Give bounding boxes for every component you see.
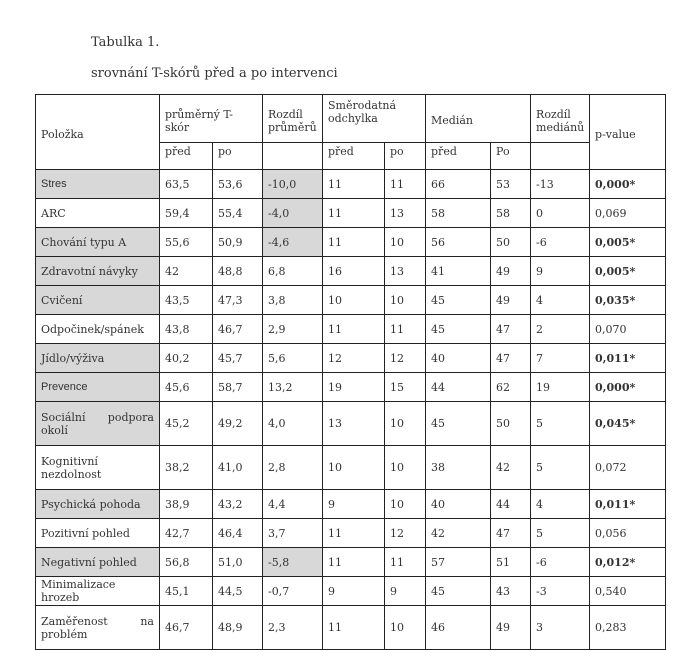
cell-mean-diff: 3,8 — [263, 286, 323, 315]
cell-mean-diff: 3,7 — [263, 519, 323, 548]
table-row — [36, 315, 666, 344]
cell-item: Pozitivní pohled — [36, 519, 160, 548]
cell-median-pred: 45 — [426, 402, 491, 446]
header-polozka: Položka — [36, 95, 160, 170]
cell-mean-diff: 5,6 — [263, 344, 323, 373]
cell-sd-po: 10 — [385, 490, 426, 519]
cell-sd-pred: 9 — [323, 577, 385, 606]
cell-mean-diff: 4,4 — [263, 490, 323, 519]
header-smerodatna-odchylka: Směrodatná odchylka — [323, 95, 426, 143]
cell-sd-pred: 13 — [323, 402, 385, 446]
cell-median-pred: 44 — [426, 373, 491, 402]
cell-median-diff: 5 — [531, 402, 590, 446]
table-row — [36, 228, 666, 257]
table-row — [36, 373, 666, 402]
cell-sd-pred: 19 — [323, 373, 385, 402]
cell-mean-po: 50,9 — [213, 228, 263, 257]
cell-mean-pred: 45,1 — [160, 577, 213, 606]
cell-item: Kognitivní nezdolnost — [36, 446, 160, 490]
cell-mean-pred: 46,7 — [160, 606, 213, 650]
cell-mean-diff: 2,9 — [263, 315, 323, 344]
cell-mean-po: 49,2 — [213, 402, 263, 446]
cell-mean-diff: 2,3 — [263, 606, 323, 650]
cell-median-po: 44 — [491, 490, 531, 519]
cell-median-diff: 2 — [531, 315, 590, 344]
header-prumerny-t-skor: průměrný T-skór — [160, 95, 263, 143]
cell-median-po: 49 — [491, 286, 531, 315]
cell-item: Cvičení — [36, 286, 160, 315]
cell-median-pred: 42 — [426, 519, 491, 548]
cell-mean-po: 58,7 — [213, 373, 263, 402]
header-rozdil-medianu: Rozdíl mediánů — [531, 95, 590, 143]
table-body — [36, 170, 666, 650]
cell-mean-pred: 45,2 — [160, 402, 213, 446]
cell-mean-po: 55,4 — [213, 199, 263, 228]
cell-median-diff: 0 — [531, 199, 590, 228]
cell-sd-pred: 9 — [323, 490, 385, 519]
cell-p-value: 0,069 — [590, 199, 666, 228]
cell-sd-pred: 11 — [323, 199, 385, 228]
cell-sd-po: 13 — [385, 257, 426, 286]
cell-median-diff: 19 — [531, 373, 590, 402]
table-row — [36, 344, 666, 373]
cell-mean-pred: 42,7 — [160, 519, 213, 548]
cell-p-value: 0,005* — [590, 257, 666, 286]
cell-item: Stres — [36, 170, 160, 199]
cell-mean-pred: 42 — [160, 257, 213, 286]
cell-median-po: 47 — [491, 519, 531, 548]
cell-sd-po: 15 — [385, 373, 426, 402]
cell-item: Prevence — [36, 373, 160, 402]
cell-sd-pred: 10 — [323, 446, 385, 490]
cell-mean-po: 47,3 — [213, 286, 263, 315]
cell-sd-pred: 11 — [323, 606, 385, 650]
cell-sd-po: 9 — [385, 577, 426, 606]
header-row — [36, 95, 666, 143]
cell-p-value: 0,035* — [590, 286, 666, 315]
cell-p-value: 0,072 — [590, 446, 666, 490]
cell-median-po: 49 — [491, 257, 531, 286]
cell-mean-diff: 2,8 — [263, 446, 323, 490]
results-table — [35, 94, 666, 650]
table-row — [36, 402, 666, 446]
subheader-sd-pred: před — [323, 143, 385, 170]
cell-median-pred: 40 — [426, 344, 491, 373]
cell-median-pred: 38 — [426, 446, 491, 490]
cell-median-diff: 7 — [531, 344, 590, 373]
cell-p-value: 0,540 — [590, 577, 666, 606]
cell-mean-po: 48,9 — [213, 606, 263, 650]
cell-median-pred: 56 — [426, 228, 491, 257]
cell-sd-pred: 10 — [323, 286, 385, 315]
cell-mean-diff: 4,0 — [263, 402, 323, 446]
cell-sd-pred: 11 — [323, 315, 385, 344]
subheader-sd-po: po — [385, 143, 426, 170]
table-row — [36, 170, 666, 199]
cell-sd-po: 11 — [385, 548, 426, 577]
table-row — [36, 446, 666, 490]
cell-median-pred: 46 — [426, 606, 491, 650]
cell-mean-po: 48,8 — [213, 257, 263, 286]
cell-p-value: 0,011* — [590, 344, 666, 373]
cell-p-value: 0,000* — [590, 373, 666, 402]
subheader-empty — [263, 143, 323, 170]
cell-p-value: 0,283 — [590, 606, 666, 650]
cell-sd-po: 11 — [385, 170, 426, 199]
table-row — [36, 286, 666, 315]
header-p-value: p-value — [590, 95, 666, 170]
table-row — [36, 519, 666, 548]
cell-mean-diff: 6,8 — [263, 257, 323, 286]
cell-median-po: 47 — [491, 344, 531, 373]
cell-median-po: 47 — [491, 315, 531, 344]
cell-median-pred: 66 — [426, 170, 491, 199]
cell-p-value: 0,056 — [590, 519, 666, 548]
cell-median-po: 43 — [491, 577, 531, 606]
cell-mean-diff: -4,6 — [263, 228, 323, 257]
cell-mean-pred: 63,5 — [160, 170, 213, 199]
cell-median-po: 53 — [491, 170, 531, 199]
cell-median-po: 50 — [491, 228, 531, 257]
cell-mean-pred: 59,4 — [160, 199, 213, 228]
cell-p-value: 0,005* — [590, 228, 666, 257]
cell-median-pred: 58 — [426, 199, 491, 228]
cell-sd-pred: 12 — [323, 344, 385, 373]
cell-median-diff: -13 — [531, 170, 590, 199]
subheader-med-po: Po — [491, 143, 531, 170]
cell-p-value: 0,070 — [590, 315, 666, 344]
cell-sd-po: 10 — [385, 286, 426, 315]
cell-median-pred: 40 — [426, 490, 491, 519]
table-row — [36, 548, 666, 577]
cell-p-value: 0,000* — [590, 170, 666, 199]
cell-sd-po: 10 — [385, 402, 426, 446]
header-rozdil-prumeru: Rozdíl průměrů — [263, 95, 323, 143]
cell-mean-po: 43,2 — [213, 490, 263, 519]
cell-mean-pred: 43,5 — [160, 286, 213, 315]
cell-median-po: 49 — [491, 606, 531, 650]
cell-mean-po: 41,0 — [213, 446, 263, 490]
cell-median-pred: 45 — [426, 577, 491, 606]
header-median: Medián — [426, 95, 531, 143]
cell-median-diff: 3 — [531, 606, 590, 650]
cell-item: Negativní pohled — [36, 548, 160, 577]
cell-sd-po: 12 — [385, 519, 426, 548]
cell-mean-po: 44,5 — [213, 577, 263, 606]
cell-median-diff: 5 — [531, 446, 590, 490]
cell-mean-po: 45,7 — [213, 344, 263, 373]
cell-sd-pred: 11 — [323, 548, 385, 577]
subheader-prum-pred: před — [160, 143, 213, 170]
cell-mean-pred: 38,2 — [160, 446, 213, 490]
cell-item: Odpočinek/spánek — [36, 315, 160, 344]
cell-mean-diff: -10,0 — [263, 170, 323, 199]
cell-median-diff: 5 — [531, 519, 590, 548]
cell-item: Zdravotní návyky — [36, 257, 160, 286]
cell-median-po: 50 — [491, 402, 531, 446]
subheader-med-pred: před — [426, 143, 491, 170]
cell-sd-pred: 11 — [323, 519, 385, 548]
table-row — [36, 257, 666, 286]
cell-mean-diff: -5,8 — [263, 548, 323, 577]
cell-item: Minimalizace hrozeb — [36, 577, 160, 606]
cell-mean-pred: 55,6 — [160, 228, 213, 257]
cell-item: Psychická pohoda — [36, 490, 160, 519]
cell-median-po: 58 — [491, 199, 531, 228]
cell-median-diff: -6 — [531, 228, 590, 257]
cell-median-diff: -3 — [531, 577, 590, 606]
cell-sd-po: 10 — [385, 228, 426, 257]
table-caption-title: Tabulka 1. — [91, 35, 160, 50]
cell-mean-po: 46,4 — [213, 519, 263, 548]
cell-sd-po: 12 — [385, 344, 426, 373]
subheader-prum-po: po — [213, 143, 263, 170]
cell-mean-pred: 40,2 — [160, 344, 213, 373]
cell-mean-diff: -0,7 — [263, 577, 323, 606]
subheader-empty — [531, 143, 590, 170]
cell-mean-pred: 38,9 — [160, 490, 213, 519]
cell-sd-po: 11 — [385, 315, 426, 344]
cell-mean-pred: 56,8 — [160, 548, 213, 577]
cell-item: Chování typu A — [36, 228, 160, 257]
cell-median-diff: -6 — [531, 548, 590, 577]
cell-median-pred: 41 — [426, 257, 491, 286]
cell-median-po: 42 — [491, 446, 531, 490]
cell-median-diff: 9 — [531, 257, 590, 286]
cell-mean-diff: -4,0 — [263, 199, 323, 228]
cell-p-value: 0,011* — [590, 490, 666, 519]
table-row — [36, 199, 666, 228]
cell-sd-po: 10 — [385, 446, 426, 490]
table-caption-subtitle: srovnání T-skórů před a po intervenci — [91, 66, 338, 81]
cell-sd-pred: 16 — [323, 257, 385, 286]
cell-mean-po: 46,7 — [213, 315, 263, 344]
cell-median-pred: 45 — [426, 286, 491, 315]
table-row — [36, 577, 666, 606]
cell-median-pred: 57 — [426, 548, 491, 577]
cell-item: ARC — [36, 199, 160, 228]
cell-median-po: 62 — [491, 373, 531, 402]
cell-median-po: 51 — [491, 548, 531, 577]
cell-p-value: 0,045* — [590, 402, 666, 446]
cell-mean-po: 51,0 — [213, 548, 263, 577]
cell-sd-po: 13 — [385, 199, 426, 228]
cell-mean-po: 53,6 — [213, 170, 263, 199]
cell-item: Zaměřenost na problém — [36, 606, 160, 650]
cell-item: Jídlo/výživa — [36, 344, 160, 373]
cell-median-diff: 4 — [531, 286, 590, 315]
cell-mean-pred: 43,8 — [160, 315, 213, 344]
cell-sd-pred: 11 — [323, 228, 385, 257]
table-row — [36, 606, 666, 650]
cell-mean-diff: 13,2 — [263, 373, 323, 402]
cell-sd-pred: 11 — [323, 170, 385, 199]
cell-p-value: 0,012* — [590, 548, 666, 577]
cell-sd-po: 10 — [385, 606, 426, 650]
cell-mean-pred: 45,6 — [160, 373, 213, 402]
cell-median-pred: 45 — [426, 315, 491, 344]
table-row — [36, 490, 666, 519]
cell-item: Sociální podpora okolí — [36, 402, 160, 446]
cell-median-diff: 4 — [531, 490, 590, 519]
